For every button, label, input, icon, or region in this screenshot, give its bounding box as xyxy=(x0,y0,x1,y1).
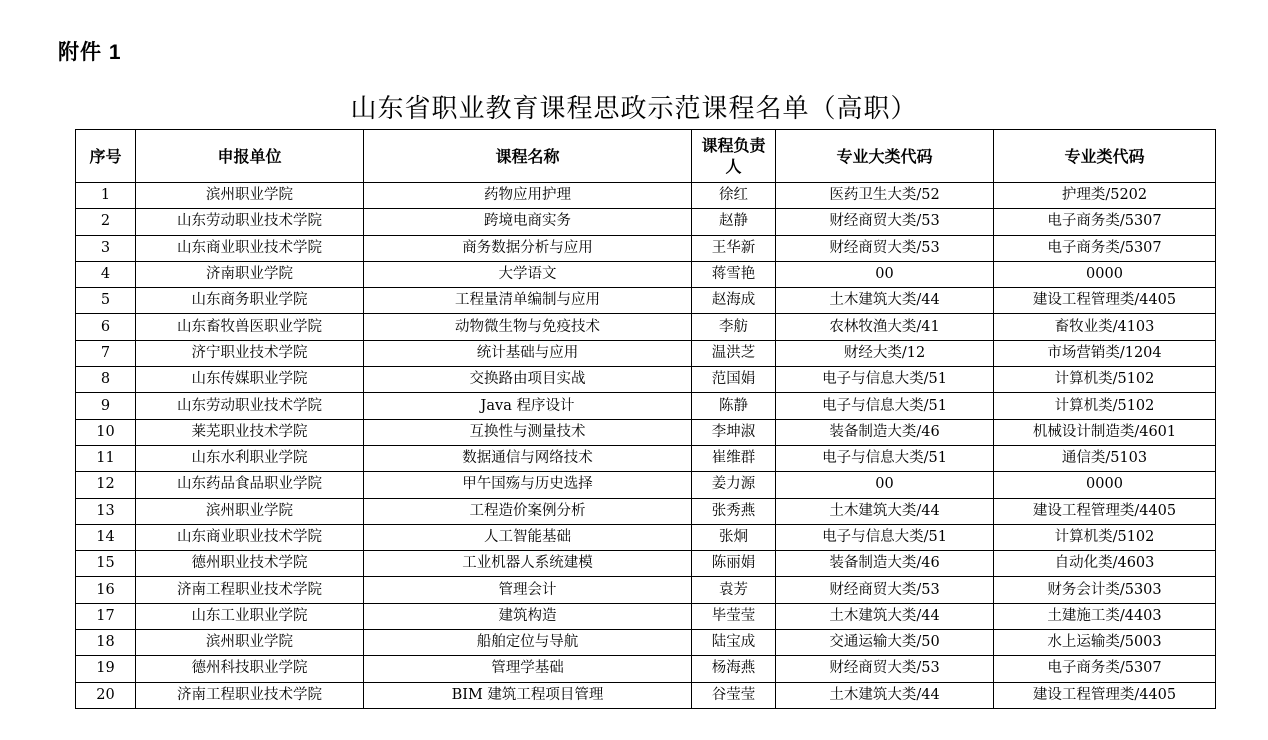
cell-course-leader: 张炯 xyxy=(692,524,776,550)
cell-institution: 滨州职业学院 xyxy=(136,630,364,656)
cell-course-leader: 徐红 xyxy=(692,183,776,209)
table-row xyxy=(76,314,1216,340)
cell-institution: 山东药品食品职业学院 xyxy=(136,472,364,498)
cell-course-name: 人工智能基础 xyxy=(364,524,692,550)
table-row xyxy=(76,393,1216,419)
cell-course-leader: 李舫 xyxy=(692,314,776,340)
header-institution: 申报单位 xyxy=(136,130,364,183)
cell-index: 14 xyxy=(76,524,136,550)
cell-course-leader: 蒋雪艳 xyxy=(692,261,776,287)
cell-institution: 滨州职业学院 xyxy=(136,498,364,524)
cell-course-leader: 陈静 xyxy=(692,393,776,419)
table-row xyxy=(76,340,1216,366)
course-list-table xyxy=(75,129,1216,709)
cell-major-category-code: 土木建筑大类/44 xyxy=(776,288,994,314)
cell-course-leader: 赵静 xyxy=(692,209,776,235)
table-row xyxy=(76,261,1216,287)
cell-institution: 济南工程职业技术学院 xyxy=(136,577,364,603)
cell-course-name: 互换性与测量技术 xyxy=(364,419,692,445)
table-row xyxy=(76,603,1216,629)
cell-institution: 济宁职业技术学院 xyxy=(136,340,364,366)
table-body xyxy=(76,183,1216,709)
cell-course-name: 数据通信与网络技术 xyxy=(364,445,692,471)
cell-major-category-code: 00 xyxy=(776,472,994,498)
cell-course-leader: 袁芳 xyxy=(692,577,776,603)
cell-institution: 山东畜牧兽医职业学院 xyxy=(136,314,364,340)
table-row xyxy=(76,656,1216,682)
cell-major-class-code: 水上运输类/5003 xyxy=(994,630,1216,656)
cell-institution: 山东工业职业学院 xyxy=(136,603,364,629)
cell-major-class-code: 畜牧业类/4103 xyxy=(994,314,1216,340)
table-row xyxy=(76,630,1216,656)
table-row xyxy=(76,682,1216,708)
cell-major-class-code: 建设工程管理类/4405 xyxy=(994,498,1216,524)
cell-index: 8 xyxy=(76,367,136,393)
cell-major-category-code: 土木建筑大类/44 xyxy=(776,603,994,629)
cell-major-category-code: 财经商贸大类/53 xyxy=(776,209,994,235)
cell-major-class-code: 电子商务类/5307 xyxy=(994,235,1216,261)
cell-course-name: 建筑构造 xyxy=(364,603,692,629)
cell-major-class-code: 土建施工类/4403 xyxy=(994,603,1216,629)
cell-major-class-code: 0000 xyxy=(994,472,1216,498)
cell-major-category-code: 财经商贸大类/53 xyxy=(776,656,994,682)
table-row xyxy=(76,183,1216,209)
table-row xyxy=(76,367,1216,393)
cell-major-class-code: 计算机类/5102 xyxy=(994,393,1216,419)
cell-institution: 山东商业职业技术学院 xyxy=(136,524,364,550)
cell-course-leader: 姜力源 xyxy=(692,472,776,498)
cell-index: 20 xyxy=(76,682,136,708)
cell-index: 12 xyxy=(76,472,136,498)
cell-institution: 济南工程职业技术学院 xyxy=(136,682,364,708)
cell-index: 18 xyxy=(76,630,136,656)
table-row xyxy=(76,577,1216,603)
cell-index: 6 xyxy=(76,314,136,340)
cell-major-class-code: 护理类/5202 xyxy=(994,183,1216,209)
cell-major-category-code: 财经大类/12 xyxy=(776,340,994,366)
cell-major-class-code: 通信类/5103 xyxy=(994,445,1216,471)
table-row xyxy=(76,288,1216,314)
header-index: 序号 xyxy=(76,130,136,183)
cell-course-leader: 陆宝成 xyxy=(692,630,776,656)
cell-institution: 山东水利职业学院 xyxy=(136,445,364,471)
cell-course-leader: 范国娟 xyxy=(692,367,776,393)
cell-major-class-code: 计算机类/5102 xyxy=(994,524,1216,550)
cell-course-name: 统计基础与应用 xyxy=(364,340,692,366)
cell-course-name: BIM 建筑工程项目管理 xyxy=(364,682,692,708)
cell-major-category-code: 装备制造大类/46 xyxy=(776,419,994,445)
cell-index: 7 xyxy=(76,340,136,366)
cell-major-category-code: 农林牧渔大类/41 xyxy=(776,314,994,340)
cell-course-leader: 杨海燕 xyxy=(692,656,776,682)
attachment-label: 附件 1 xyxy=(58,41,122,64)
table-header xyxy=(76,130,1216,183)
table-row xyxy=(76,498,1216,524)
cell-institution: 济南职业学院 xyxy=(136,261,364,287)
cell-major-category-code: 土木建筑大类/44 xyxy=(776,498,994,524)
cell-major-category-code: 财经商贸大类/53 xyxy=(776,235,994,261)
cell-major-category-code: 00 xyxy=(776,261,994,287)
cell-institution: 德州职业技术学院 xyxy=(136,551,364,577)
cell-course-leader: 毕莹莹 xyxy=(692,603,776,629)
cell-course-name: 船舶定位与导航 xyxy=(364,630,692,656)
cell-course-leader: 王华新 xyxy=(692,235,776,261)
cell-index: 13 xyxy=(76,498,136,524)
table-row xyxy=(76,235,1216,261)
cell-course-leader: 张秀燕 xyxy=(692,498,776,524)
cell-major-category-code: 装备制造大类/46 xyxy=(776,551,994,577)
cell-course-name: 跨境电商实务 xyxy=(364,209,692,235)
cell-course-name: 动物微生物与免疫技术 xyxy=(364,314,692,340)
table-row xyxy=(76,472,1216,498)
cell-course-leader: 陈丽娟 xyxy=(692,551,776,577)
header-row xyxy=(76,130,1216,183)
document-title: 山东省职业教育课程思政示范课程名单（高职） xyxy=(350,94,918,124)
cell-major-category-code: 财经商贸大类/53 xyxy=(776,577,994,603)
cell-course-leader: 崔维群 xyxy=(692,445,776,471)
cell-index: 2 xyxy=(76,209,136,235)
cell-index: 4 xyxy=(76,261,136,287)
header-course-leader: 课程负责人 xyxy=(692,130,776,183)
cell-index: 5 xyxy=(76,288,136,314)
cell-major-category-code: 土木建筑大类/44 xyxy=(776,682,994,708)
cell-major-class-code: 市场营销类/1204 xyxy=(994,340,1216,366)
header-major-category-code: 专业大类代码 xyxy=(776,130,994,183)
cell-major-class-code: 0000 xyxy=(994,261,1216,287)
cell-course-name: 工业机器人系统建模 xyxy=(364,551,692,577)
cell-course-name: 工程量清单编制与应用 xyxy=(364,288,692,314)
cell-institution: 德州科技职业学院 xyxy=(136,656,364,682)
table-row xyxy=(76,551,1216,577)
table-row xyxy=(76,419,1216,445)
cell-course-name: 药物应用护理 xyxy=(364,183,692,209)
cell-index: 16 xyxy=(76,577,136,603)
cell-index: 19 xyxy=(76,656,136,682)
cell-course-name: 大学语文 xyxy=(364,261,692,287)
cell-index: 1 xyxy=(76,183,136,209)
cell-index: 3 xyxy=(76,235,136,261)
cell-course-leader: 赵海成 xyxy=(692,288,776,314)
cell-major-category-code: 交通运输大类/50 xyxy=(776,630,994,656)
cell-institution: 山东劳动职业技术学院 xyxy=(136,209,364,235)
cell-course-name: 交换路由项目实战 xyxy=(364,367,692,393)
cell-institution: 滨州职业学院 xyxy=(136,183,364,209)
cell-course-name: 工程造价案例分析 xyxy=(364,498,692,524)
cell-major-class-code: 财务会计类/5303 xyxy=(994,577,1216,603)
cell-major-class-code: 计算机类/5102 xyxy=(994,367,1216,393)
cell-course-name: 管理学基础 xyxy=(364,656,692,682)
cell-major-class-code: 自动化类/4603 xyxy=(994,551,1216,577)
cell-institution: 山东劳动职业技术学院 xyxy=(136,393,364,419)
cell-institution: 山东商务职业学院 xyxy=(136,288,364,314)
cell-major-category-code: 电子与信息大类/51 xyxy=(776,393,994,419)
cell-institution: 山东商业职业技术学院 xyxy=(136,235,364,261)
table-row xyxy=(76,209,1216,235)
cell-course-name: 甲午国殇与历史选择 xyxy=(364,472,692,498)
cell-index: 15 xyxy=(76,551,136,577)
cell-course-name: Java 程序设计 xyxy=(364,393,692,419)
cell-major-category-code: 医药卫生大类/52 xyxy=(776,183,994,209)
cell-major-class-code: 电子商务类/5307 xyxy=(994,656,1216,682)
cell-major-category-code: 电子与信息大类/51 xyxy=(776,524,994,550)
cell-major-class-code: 建设工程管理类/4405 xyxy=(994,288,1216,314)
cell-course-name: 商务数据分析与应用 xyxy=(364,235,692,261)
table-row xyxy=(76,445,1216,471)
cell-course-name: 管理会计 xyxy=(364,577,692,603)
cell-course-leader: 李坤淑 xyxy=(692,419,776,445)
cell-index: 11 xyxy=(76,445,136,471)
cell-institution: 莱芜职业技术学院 xyxy=(136,419,364,445)
cell-index: 9 xyxy=(76,393,136,419)
cell-course-leader: 谷莹莹 xyxy=(692,682,776,708)
cell-major-class-code: 建设工程管理类/4405 xyxy=(994,682,1216,708)
cell-major-class-code: 机械设计制造类/4601 xyxy=(994,419,1216,445)
cell-index: 17 xyxy=(76,603,136,629)
table-row xyxy=(76,524,1216,550)
cell-index: 10 xyxy=(76,419,136,445)
cell-major-class-code: 电子商务类/5307 xyxy=(994,209,1216,235)
cell-institution: 山东传媒职业学院 xyxy=(136,367,364,393)
cell-major-category-code: 电子与信息大类/51 xyxy=(776,367,994,393)
header-course-name: 课程名称 xyxy=(364,130,692,183)
cell-major-category-code: 电子与信息大类/51 xyxy=(776,445,994,471)
header-major-class-code: 专业类代码 xyxy=(994,130,1216,183)
cell-course-leader: 温洪芝 xyxy=(692,340,776,366)
